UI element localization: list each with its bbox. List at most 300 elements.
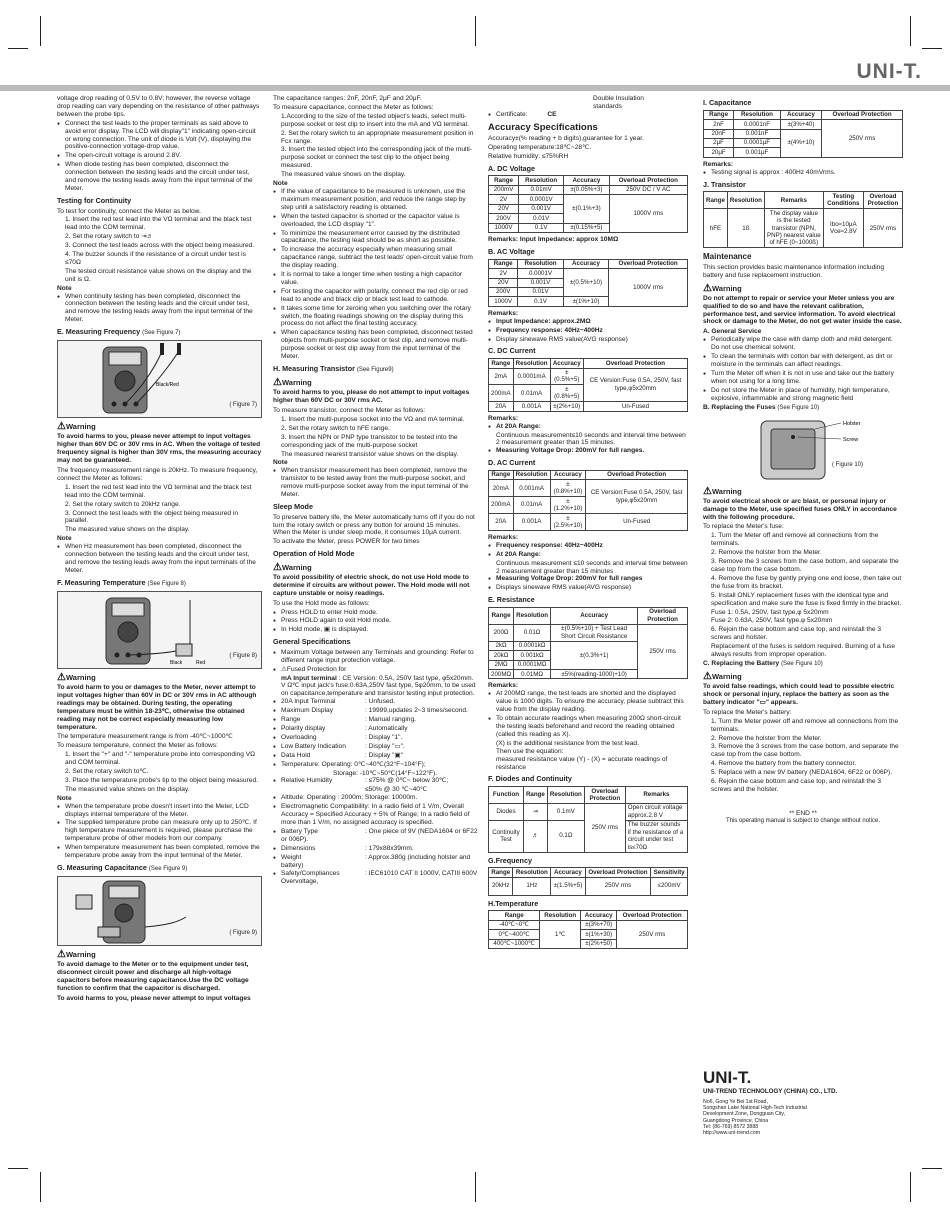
table-header: Remarks [764, 192, 823, 209]
warning-icon: ⚠ [703, 671, 712, 683]
table-title: C. DC Current [488, 346, 536, 356]
table-cell: 250V rms [863, 209, 902, 248]
section-heading: Sleep Mode [273, 501, 313, 511]
table-header: Range [489, 470, 514, 479]
warning-icon: ⚠ [703, 485, 712, 497]
list-item: 2. Set the rotary switch to hFE range. [281, 424, 390, 432]
list-item: ● Input Impedance: approx.2MΩ [488, 318, 688, 326]
paragraph: To preserve battery life, the Meter automatically turns off if you do not turn the rotary switch or press any button for around 15 minutes. When the Meter is under sleep mode, it consumes 10μA current. [273, 513, 475, 537]
table-header: Overload Protection [586, 470, 688, 479]
spec-row [273, 743, 478, 751]
table-cell: ±(2%+50) [581, 939, 617, 948]
spec-row: Storage: -10℃~50℃(14°F~122°F). [333, 769, 438, 777]
list-item: 3. Remove the 3 screws from the case bottom, and separate the case top from the case bottom. [711, 743, 899, 759]
spec-value: : Manual ranging. [365, 716, 416, 724]
table-header: Overload Protection [617, 911, 688, 920]
table-cell: ±(3%+70) [581, 920, 617, 929]
website-link[interactable]: http://www.uni-trend.com [703, 1130, 761, 1136]
table-cell: 0.1mV [547, 803, 584, 820]
table-cell: ±(0.5%+10) [563, 269, 609, 297]
table-cell: 1000V [489, 297, 518, 306]
table-cell: 250V rms [822, 120, 903, 158]
table-cell: 0.0001V [518, 269, 563, 278]
paragraph: To replace the Meter's fuse: [703, 523, 784, 531]
crop-mark [910, 1172, 911, 1202]
warning-title [57, 421, 262, 433]
list-item: 2. Set the rotary switch to ⇥♬ [65, 233, 154, 241]
table-cell: ±(0.05%+3) [564, 185, 609, 194]
spec-value: : IEC61010 CAT II 1000V, CATIII 600V Overvoltage, [281, 870, 478, 886]
table-cell: 20A [489, 402, 514, 411]
crop-mark [8, 48, 28, 49]
table-cell: 0.0001MΩ [514, 660, 551, 669]
list-item: 1. Insert the red test lead into the VΩ terminal and the black test lead into the COM terminal. [65, 216, 252, 232]
list-item: 3. Insert the NPN or PNP type transistor to be tested into the corresponding jack of the multi-purpose socket [281, 433, 458, 449]
warning-text: To avoid damage to the Meter or to the equipment under test, disconnect circuit power and discharge all high-voltage capacitors before measuring capacitance.Use the DC voltage function to confirm that the capacitor is discharged. [57, 961, 249, 992]
list-item: The tested circuit resistance value shows on the display and the unit is Ω. [65, 267, 252, 283]
meter-back-illustration [703, 415, 903, 483]
list-item: ● Testing signal is approx : 400Hz 40mVrms. [703, 169, 903, 177]
fig-label-black: Black [170, 659, 183, 666]
figure-ref: (See Figure9) [356, 367, 394, 373]
table-cell: 1000V [489, 223, 519, 232]
list-item: ● Measuring Voltage Drop: 200mV for full ranges. [488, 447, 688, 455]
spec-row [273, 698, 478, 706]
paragraph: Relative humidity: ≤75%RH [488, 152, 569, 160]
spec-label: Polarity display [281, 725, 326, 733]
list-item: 5. Install ONLY replacement fuses with the identical type and specification and make sure the fuse is fixed firmly in the bracket. [711, 591, 902, 607]
table-cell: 250V rms [638, 624, 688, 679]
table-cell: ±(1.2%+10) [550, 497, 586, 514]
list-item: ● Connect the test leads to the proper terminals as said above to avoid error display. The LCD will display"1" indicating open-circuit or wrong connection. The unit of diode is Volt (V), displaying the positive-connection voltage-drop value. [57, 120, 262, 152]
table-cell: 0.001A [513, 514, 550, 531]
list-item: 2. Remove the holster from the Meter. [711, 549, 822, 557]
warning-label: Warning [711, 283, 742, 293]
ac-current-table [488, 470, 688, 531]
table-header: Resolution [519, 176, 564, 185]
phone: Tel: (86-769) 8572 3888 [703, 1123, 759, 1130]
table-cell: 200mV [489, 185, 519, 194]
note-label: Note [57, 535, 72, 543]
table-cell: 0.01Ω [514, 624, 551, 641]
list-item: The measured value shows on the display. [65, 526, 190, 534]
list-item: ● At 20A Range: [488, 423, 688, 431]
list-item: 1. Insert the red test lead into the VΩ terminal and the black test lead into the COM terminal. [65, 483, 252, 499]
remarks-label: Remarks: [488, 533, 519, 541]
table-header-row [489, 787, 688, 804]
table-cell: Open circuit voltage approx.2.8 V [625, 803, 687, 820]
paragraph: To test for continuity, connect the Meter as below. [57, 207, 201, 215]
column-1 [57, 95, 262, 1005]
diode-icon: ⇥ [523, 803, 547, 820]
table-cell: ±5%(reading-1000)+10) [551, 670, 638, 679]
double-insulation: Double Insulation standards [593, 95, 644, 110]
table-header: Resolution [547, 787, 584, 804]
spec-label: Dimensions [281, 844, 316, 852]
table-cell: 250V DC / V AC [609, 185, 687, 194]
figure-10 [703, 415, 903, 483]
table-cell: 20kΩ [489, 651, 514, 660]
warning-label: Warning [65, 950, 96, 960]
table-cell: 0.01V [519, 214, 564, 223]
warning-title [57, 672, 262, 684]
table-title: I. Capacitance [703, 98, 752, 107]
list-item: (X) is the additional resistance from the test lead. [496, 739, 639, 747]
section-heading [273, 365, 478, 374]
table-cell: ±(2%+10) [550, 402, 583, 411]
spec-label: Safety/Compliances [281, 870, 340, 878]
table-header: Overload Protection [609, 176, 687, 185]
table-cell: Ibo≈10μA Vce≈2.8V [823, 209, 863, 248]
list-item: Fuse 2: 0.63A, 250V, fast type,φ 5x20mm [711, 617, 833, 625]
heading-text: H. Measuring Transistor [273, 364, 355, 373]
header-band [0, 85, 950, 91]
list-item: 1. Insert the "+" and "-" temperature probe into corresponding VΩ and COM terminal. [65, 751, 256, 767]
table-header: Resolution [734, 110, 781, 119]
address-line: Guangdong Province, China [703, 1117, 769, 1124]
table-header: Accuracy [550, 470, 586, 479]
table-header: Overload Protection [822, 110, 903, 119]
table-title: A. DC Voltage [488, 163, 535, 173]
warning-text: To avoid harms to you, please do not attempt to input voltages higher than 60V DC or 30V rms AC. [273, 389, 470, 405]
table-cell: 0.0001mA [513, 368, 550, 385]
list-item: The measured value shows on the display. [65, 785, 190, 793]
table-header-row [704, 192, 903, 209]
paragraph: To measure transistor, connect the Meter as follows: [273, 407, 426, 414]
list-item: ● To increase the accuracy especially when measuring small capacitance range, subtract the test leads' open-circuit value from the display reading. [273, 246, 478, 270]
list-item: measured resistance value (Y) - (X) = accurate readings of resistance [496, 755, 668, 771]
note-label: Note [273, 180, 288, 188]
spec-row: ≤50% @ 30 ℃~40℃ [365, 786, 428, 794]
table-cell: 0.1Ω [547, 820, 584, 852]
table-header: Function [489, 787, 524, 804]
crop-mark [40, 16, 41, 46]
remarks-label: Remarks: [488, 682, 519, 690]
paragraph: Operating temperature:18℃~28℃. [488, 144, 592, 152]
list-item: 2. Set the rotary switch to℃. [65, 768, 149, 776]
fig-label-holster: Holster [843, 420, 861, 427]
spec-label: Weight [281, 853, 302, 861]
list-item: 1. Turn the Meter power off and remove all connections from the terminals. [711, 717, 899, 733]
figure-caption: ( Figure 7) [229, 402, 257, 409]
address-line: No6, Gong Ye Bei 1st Road, [703, 1098, 768, 1105]
address-line: Songshan Lake National High-Tech Industrial [703, 1105, 807, 1112]
list-item: ● At 200MΩ range, the test leads are shorted and the displayed value is 1000 digits. To ensure the accuracy, please subtract this value from the display reading. [488, 690, 688, 714]
warning-text: To avoid electrical shock or arc blast, or personal injury or damage to the Meter, use specified fuses ONLY in accordance with the following procedure. [703, 497, 897, 521]
table-cell: ±(0.15%+5) [564, 223, 609, 232]
section-heading: Operation of Hold Mode [273, 549, 355, 559]
table-header: Overload Protection [609, 259, 688, 268]
list-item: ● When continuity testing has been completed, disconnect the connection between the testing leads and the circuit under test, and remove the testing leads away from the input terminal of the Meter. [57, 293, 262, 325]
table-cell: Un-Fused [586, 514, 688, 531]
certificate [488, 111, 688, 119]
table-row [489, 803, 688, 820]
table-title: J. Transistor [703, 179, 746, 189]
table-cell: 0.0001μF [734, 138, 781, 147]
list-item: ● When capacitance testing has been completed, disconnect tested objects from multi-purpose socket or test clip, and remove multi-purpose socket or test clip away from the input terminal of the Meter. [273, 329, 478, 361]
list-item: ● Measuring Voltage Drop: 200mV for full ranges [488, 575, 688, 583]
table-title: H.Temperature [488, 898, 539, 908]
table-title: E. Resistance [488, 595, 535, 605]
table-row [489, 624, 688, 641]
figure-9 [57, 876, 262, 946]
warning-label: Warning [65, 422, 96, 432]
list-item: Continuous measurement≤10 seconds and interval time between 2 measurement greater than 15 minutes. [496, 431, 686, 447]
list-item: 3. Remove the 3 screws from the case bottom, and separate the case top from the case bottom. [711, 558, 899, 573]
table-title: D. AC Current [488, 458, 536, 468]
table-header-row [489, 607, 688, 624]
table-cell: ±(0.1%+3) [564, 195, 609, 223]
crop-mark [922, 48, 942, 49]
footer-logo: UNI-T. [703, 1068, 752, 1087]
warning-title [273, 377, 478, 389]
ac-voltage-table [488, 259, 688, 307]
paragraph: The temperature measurement range is from -40℃~1000℃ [57, 733, 233, 741]
table-cell: Diodes [489, 803, 524, 820]
warning-text: To avoid harm to you or damages to the Meter, never attempt to input voltages higher than 60V in DC or 30V rms in AC although readings may be obtained. During testing, the operating temperature must be within 18-23℃, otherwise the obtained reading may not be correct especially measuring low temperature. [57, 683, 257, 731]
table-cell: 0.001A [513, 402, 550, 411]
table-title: G.Frequency [488, 855, 532, 865]
spec-value: : Approx.380g (including holster and battery) [281, 853, 471, 869]
section-heading [57, 864, 262, 873]
subsection-heading [703, 660, 903, 668]
list-item: ● Periodically wipe the case with damp cloth and mild detergent. Do not use chemical solvent. [703, 336, 903, 352]
diode-continuity-table [488, 786, 688, 853]
table-header: Resolution [540, 911, 581, 920]
spec-label: Maximum Display [281, 707, 334, 715]
table-cell: 250V rms [585, 877, 651, 895]
list-item: ● Press HOLD to enter Hold mode. [273, 609, 478, 617]
crop-mark [922, 1168, 942, 1169]
diode-intro: voltage drop reading of 0.5V to 0.8V; however, the reverse voltage drop reading can vary depending on the resistance of other pathways between the probe tips. [57, 95, 260, 118]
spec-row [273, 828, 478, 844]
table-row [489, 269, 688, 278]
spec-value: : 179x88x39mm. [365, 844, 414, 852]
paragraph: The capacitance ranges: 2nF, 20nF, 2μF and 20μF. [273, 95, 422, 102]
figure-caption: ( Figure 8) [229, 652, 257, 659]
list-item: ● Frequency response: 40Hz~400Hz [488, 327, 688, 335]
list-item: Replacement of the fuses is seldom required. Burning of a fuse always results from improper operation. [711, 643, 895, 659]
warning-title [703, 486, 903, 498]
table-cell: CE Version:Fuse 0.5A, 250V, fast type,φ5x20mm [586, 480, 688, 514]
warning-icon: ⚠ [57, 671, 66, 683]
list-item: 3. Connect the test leads across with the object being measured. [65, 242, 255, 250]
table-cell: ±(0.8%+10) [550, 480, 586, 497]
list-item: ● In Hold mode, ▣ is displayed. [273, 626, 478, 634]
table-header: Range [489, 176, 519, 185]
spec-row [273, 752, 478, 760]
fig-label-red: Red [169, 382, 179, 389]
table-row [489, 185, 688, 194]
spec-value: : Automatically [365, 725, 408, 733]
crop-mark [40, 1172, 41, 1202]
footer [703, 1068, 908, 1136]
table-header: Range [704, 110, 734, 119]
table-cell: 0.0001V [519, 195, 564, 204]
table-header-row [489, 470, 688, 479]
figure-caption: ( Figure 10) [831, 461, 863, 468]
table-header-row [489, 911, 688, 920]
table-header: Overload Protection [863, 192, 902, 209]
spec-row: ● Temperature: Operating: 0℃~40℃(32°F~104°F); [273, 761, 478, 769]
spec-label: Fused Protection for [286, 665, 347, 673]
spec-value: : 19999,updates 2~3 times/second. [365, 707, 468, 715]
list-item: ● When the tested capacitor is shorted or the capacitor value is overloaded, the LCD display "1". [273, 213, 478, 229]
table-cell: 2kΩ [489, 641, 514, 650]
table-cell: 200V [489, 287, 518, 296]
list-item: ● If the value of capacitance to be measured is unknown, use the maximum measurement position, and reduce the range step by step until a satisfactory reading is obtained. [273, 188, 478, 212]
heading-text: B. Replacing the Fuses [703, 403, 776, 411]
table-header: Resolution [513, 868, 551, 877]
table-cell: 200mA [489, 385, 514, 402]
table-cell: CE Version:Fuse 0.5A, 250V, fast type,φ5x20mm [583, 368, 687, 402]
table-cell: 0.1V [518, 297, 563, 306]
table-cell: 0.0001kΩ [514, 641, 551, 650]
table-cell: 2μF [704, 138, 734, 147]
figure-8 [57, 591, 262, 669]
table-header: Accuracy [564, 176, 609, 185]
table-cell: hFE [704, 209, 728, 248]
table-cell: 0.001μF [734, 148, 781, 157]
list-item: Fuse 1: 0.5A, 250V, fast type,φ 5x20mm [711, 608, 829, 616]
figure-7 [57, 340, 262, 418]
spec-label: Battery Type [281, 827, 318, 835]
list-item: ● When Hz measurement has been completed, disconnect the connection between the testing leads and the circuit under test, and remove the testing leads away from the input terminals of the Meter. [57, 543, 262, 575]
address-line: Development Zone, Dongguan City, [703, 1111, 786, 1118]
section-heading: Testing for Continuity [57, 195, 132, 205]
table-cell: 2MΩ [489, 660, 514, 669]
transistor-table [703, 191, 903, 248]
list-item: ● For testing the capacitor with polarity, connect the red clip or red lead to anode and black clip or black test lead to cathode. [273, 288, 478, 304]
list-item: 1.According to the size of the tested object's leads, select multi-purpose socket or test clip to insert into the mA and VΩ terminal. [281, 112, 469, 128]
list-item: Continuous measurement ≤10 seconds and interval time between 2 measurement greater than 15 minutes [496, 559, 688, 575]
ce-mark: CE [547, 110, 557, 118]
table-cell: 0.01mA [513, 385, 550, 402]
note-label: Note [57, 794, 72, 802]
table-header: Resolution [518, 259, 563, 268]
table-title: F. Diodes and Continuity [488, 774, 572, 784]
list-item: ● It takes some time for zeroing when you switching over the rotary switch, the floating readings showing on the display during this process do not affect the final testing accuracy. [273, 305, 478, 329]
table-cell: 0.1V [519, 223, 564, 232]
list-item: 4. The buzzer sounds if the resistance of a circuit under test is ≤70Ω [65, 251, 246, 266]
fig-label-black: Black [156, 382, 169, 389]
section-heading: Accuracy Specifications [488, 121, 598, 133]
section-heading: Maintenance [703, 252, 752, 262]
table-cell: ±(0.8%+5) [550, 385, 583, 402]
table-cell: 20V [489, 278, 518, 287]
warning-title [703, 283, 903, 295]
warning-text: Do not attempt to repair or service your Meter unless you are qualified to do so and have the relevant calibration, performance test, and service information. To avoid electrical shock or damage to the Meter, do not get water inside the case. [703, 294, 902, 326]
warning-label: Warning [711, 672, 742, 682]
list-item: 4. Remove the fuse by gently prying one end loose, then take out the fuse from its bracket. [711, 574, 902, 590]
table-header: Range [523, 787, 547, 804]
table-header: Resolution [514, 607, 551, 624]
table-header: Overload Protection [638, 607, 688, 624]
crop-mark [910, 16, 911, 46]
table-cell: ±(0.5%+10) + Test Lead Short Circuit Resistance [551, 624, 638, 641]
table-cell: 200V [489, 214, 519, 223]
column-4 [703, 95, 903, 825]
table-cell: ±(4%+10) [780, 129, 821, 157]
table-cell: 1000V rms [609, 195, 687, 233]
list-item: ● The supplied temperature probe can measure only up to 250℃. If high temperature measurement is required, please purchase the temperature probe of other models from our company. [57, 819, 262, 843]
warning-text: To avoid false readings, which could lead to possible electric shock or personal injury, replace the battery as soon as the battery indicator "▭" appears. [703, 683, 895, 706]
spec-label: mA Input terminal [281, 674, 337, 682]
list-item: ● When temperature measurement has been completed, remove the temperature probe away from the input terminal of the Meter. [57, 844, 262, 860]
remarks-label: Remarks: [703, 160, 734, 168]
spec-label: Relative Humidity [281, 777, 333, 785]
table-header: Testing Conditions [823, 192, 863, 209]
table-cell: ≤200mV [651, 877, 688, 895]
table-cell: 250V rms [584, 803, 625, 852]
warning-icon: ⚠ [57, 421, 66, 433]
spec-label: Data Hold [281, 751, 311, 759]
list-item: ● To clean the terminals with cotton bar with detergent, as dirt or moisture in the terminals can affect readings. [703, 353, 903, 369]
table-header-row [489, 359, 688, 368]
table-cell: 400℃~1000℃ [489, 939, 540, 948]
paragraph: The frequency measurement range is 20kHz. To measure frequency, connect the Meter as follows: [57, 467, 258, 482]
crop-mark [475, 1172, 476, 1202]
table-header: Range [704, 192, 728, 209]
list-item: ● When transistor measurement has been completed, remove the transistor to be tested away from the multi-purpose socket, and remove multi-purpose socket away from the input terminal of the Meter. [273, 467, 478, 499]
spec-row: V Ω℃ input jack's fuse:0.63A,250V fast type, 5φ20mm, to be used on capacitance,temperature and transistor testing input protection. [281, 682, 476, 698]
svg-text:Black/Red: Black/Red [156, 382, 179, 389]
spec-label: Range [281, 716, 301, 724]
note-label: Note [273, 459, 288, 467]
warning-text: To avoid harms to you, please never attempt to input voltages higher than 60V DC or 30V rms in AC. When the voltage of tested frequency signal is higher than 30V rms, the measuring accuracy may not be guaranteed. [57, 433, 262, 465]
table-cell: Un-Fused [583, 402, 687, 411]
table-cell: ±(1%+30) [581, 930, 617, 939]
table-cell: 0.01mV [519, 185, 564, 194]
list-item: The measured nearest transistor value shows on the display. [281, 450, 459, 458]
table-cell: ±(0.5%+5) [550, 368, 583, 385]
resistance-table [488, 607, 688, 680]
warning-icon: ⚠ [281, 665, 287, 673]
table-cell: 0.001nF [734, 129, 781, 138]
table-header: Resolution [513, 470, 550, 479]
table-cell: 0.001mA [513, 480, 550, 497]
table-cell: 0℃~400℃ [489, 930, 540, 939]
paragraph: To measure temperature, connect the Meter as follows: [57, 742, 218, 750]
subsection-heading [703, 404, 903, 412]
list-item: ● Do not store the Meter in place of humidity, high temperature, explosive, inflammable and strong magnetic field [703, 387, 903, 403]
warning-label: Warning [281, 562, 312, 572]
spec-row [273, 725, 478, 733]
table-header: Accuracy [551, 868, 585, 877]
table-header: Accuracy [551, 607, 638, 624]
table-header-row [489, 176, 688, 185]
fig-label-red: Red [196, 659, 206, 666]
list-item: ● Maximum Voltage between any Terminals and grounding: Refer to different range input protection voltage. [273, 649, 478, 665]
paragraph: To use the Hold mode as follows: [273, 599, 370, 607]
table-cell: 200Ω [489, 624, 514, 641]
figure-ref: (See Figure 7) [142, 330, 181, 337]
table-header-row [704, 110, 903, 119]
table-cell: 20μF [704, 148, 734, 157]
table-cell: ±(0.3%+1) [551, 641, 638, 669]
table-cell: ±(2.5%+10) [550, 514, 586, 531]
fig-label-screw: Screw [843, 436, 859, 443]
table-header: Accuracy [563, 259, 609, 268]
spec-row [273, 854, 478, 870]
list-item: 1. Insert the multi-purpose socket into the VΩ and mA terminal. [281, 415, 465, 423]
crop-mark [8, 1168, 28, 1169]
spec-value: : One piece of 9V (NEDA1604 or 6F22 or 006P). [281, 827, 478, 843]
remarks: Remarks: Input Impedance: approx 10MΩ [488, 236, 619, 244]
warning-label: Warning [281, 378, 312, 388]
end-note: This operating manual is subject to change without notice. [725, 817, 881, 824]
list-item: The measured value shows on the display. [281, 171, 406, 179]
